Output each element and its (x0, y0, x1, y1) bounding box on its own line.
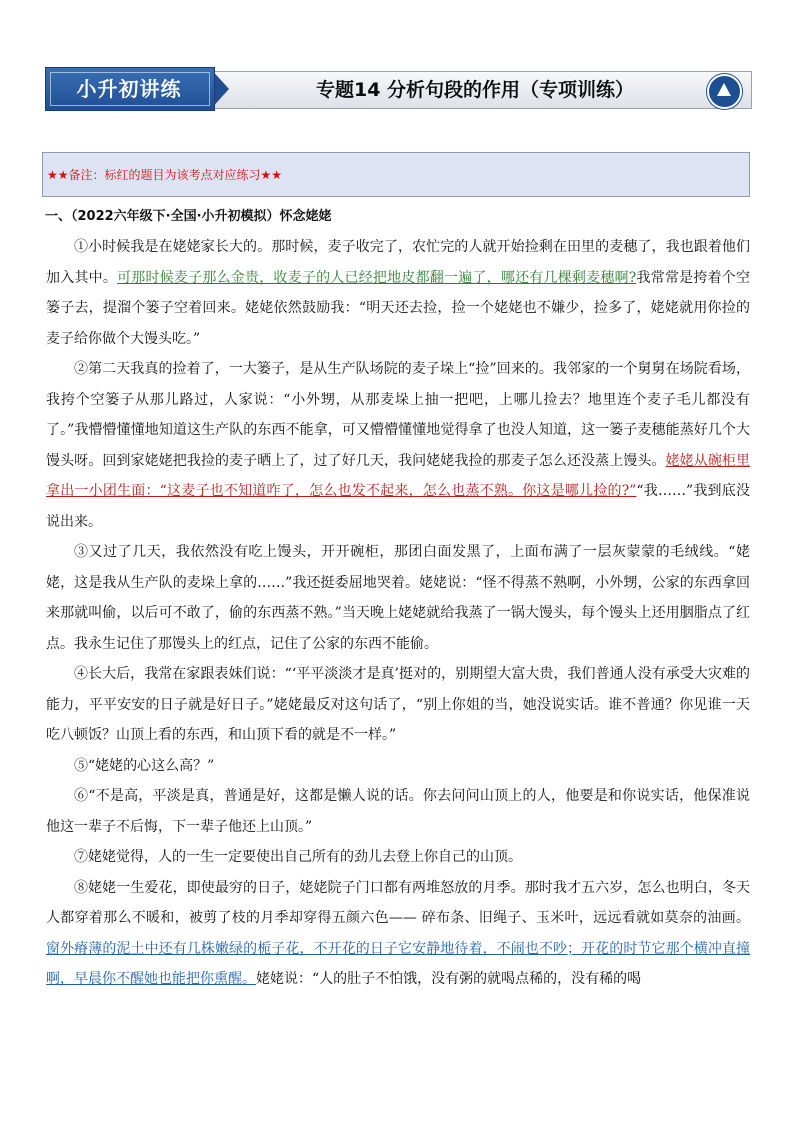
question-title: 一、（2022六年级下·全国·小升初模拟）怀念姥姥 (45, 209, 332, 224)
paragraph-5: ⑤“姥姥的心这么高？” (74, 757, 215, 774)
paragraph-8 (46, 873, 750, 995)
up-arrow-circle-icon (707, 74, 742, 109)
p2-text-c: “我……”我到底没说出来。 (46, 483, 750, 530)
p8-text-c: 姥姥说：“人的肚子不怕饿，没有粥的就喝点稀的，没有稀的喝 (256, 971, 642, 987)
p1-highlight-green: 可那时候麦子那么金贵，收麦子的人已经把地皮都翻一遍了，哪还有几棵剩麦穗啊? (117, 269, 637, 286)
p8-highlight-blue: 窗外瘠薄的泥土中还有几株嫩绿的栀子花，不开花的日子它安静地待着，不闹也不吵；开花的时节它那个横冲直撞啊，早晨你不醒她也能把你熏醒。 (46, 940, 750, 987)
paragraph-1 (46, 232, 750, 354)
note-box (42, 152, 750, 197)
note-text: ★★备注：标红的题目为该考点对应练习★★ (47, 168, 283, 182)
p8-text-a: ⑧姥姥一生爱花，即使最穷的日子，姥姥院子门口都有两堆怒放的月季。那时我才五六岁，怎么也明白，冬天人都穿着那么不暖和，被剪了枝的月季却穿得五颜六色—— 碎布条、旧绳子、玉米叶，远远看就如莫奈的油画。 (46, 879, 750, 926)
header-tag: 小升初讲练 (76, 77, 182, 101)
p1-text-c: 我常常是挎着个空篓子去，提溜个篓子空着回来。姥姥依然鼓励我：“明天还去捡，捡一个姥姥也不嫌少，捡多了，姥姥就用你捡的麦子给你做个大馒头吃。” (46, 269, 751, 347)
page-title: 专题14 分析句段的作用（专项训练） (315, 79, 635, 101)
p2-text-a: ②第二天我真的捡着了，一大篓子，是从生产队场院的麦子垛上“捡”回来的。我邻家的一个舅舅在场院看场，我挎个空篓子从那儿路过，人家说：“小外甥，从那麦垛上抽一把吧，上哪儿捡去？地里连个麦子毛儿都没有了。”我懵懵懂懂地知道这生产队的东西不能拿，可又懵懵懂懂地觉得拿了也没人知道，这一篓子麦穗能蒸好几个大馒头呀。回到家姥姥把我捡的麦子晒上了，过了好几天，我问姥姥我捡的那麦子怎么还没蒸上馒头。 (46, 361, 750, 469)
passage (46, 232, 750, 995)
paragraph-6: ⑥“不是高，平淡是真，普通是好，这都是懒人说的话。你去问问山顶上的人，他要是和你说实话，他保准说他这一辈子不后悔，下一辈子他还上山顶。” (46, 788, 750, 835)
p2-highlight-red: 姥姥从碗柜里拿出一小团生面：“这麦子也不知道咋了，怎么也发不起来，怎么也蒸不熟。你这是哪儿捡的?” (46, 452, 751, 499)
header-banner (45, 67, 752, 111)
paragraph-4: ④长大后，我常在家跟表妹们说：“‘平平淡淡才是真’挺对的，别期望大富大贵，我们普通人没有承受大灾难的能力，平平安安的日子就是好日子。”姥姥最反对这句话了，“别上你姐的当，她没说实话。谁不普通？你见谁一天吃八顿饭？山顶上看的东西，和山顶下看的就是不一样。” (46, 666, 750, 743)
paragraph-7: ⑦姥姥觉得，人的一生一定要使出自己所有的劲儿去登上你自己的山顶。 (74, 849, 522, 865)
paragraph-2 (46, 354, 750, 537)
paragraph-3: ③又过了几天，我依然没有吃上馒头，开开碗柜，那团白面发黑了，上面布满了一层灰蒙蒙的毛绒线。“姥姥，这是我从生产队的麦垛上拿的……”我还挺委屈地哭着。姥姥说：“怪不得蒸不熟啊，小外甥，公家的东西拿回来那就叫偷，以后可不敢了，偷的东西蒸不熟。”当天晚上姥姥就给我蒸了一锅大馒头，每个馒头上还用胭脂点了红点。我永生记住了那馒头上的红点，记住了公家的东西不能偷。 (46, 544, 750, 652)
p1-text-a: ①小时候我是在姥姥家长大的。那时候，麦子收完了，农忙完的人就开始捡剩在田里的麦穗了，我也跟着他们加入其中。 (46, 239, 750, 286)
